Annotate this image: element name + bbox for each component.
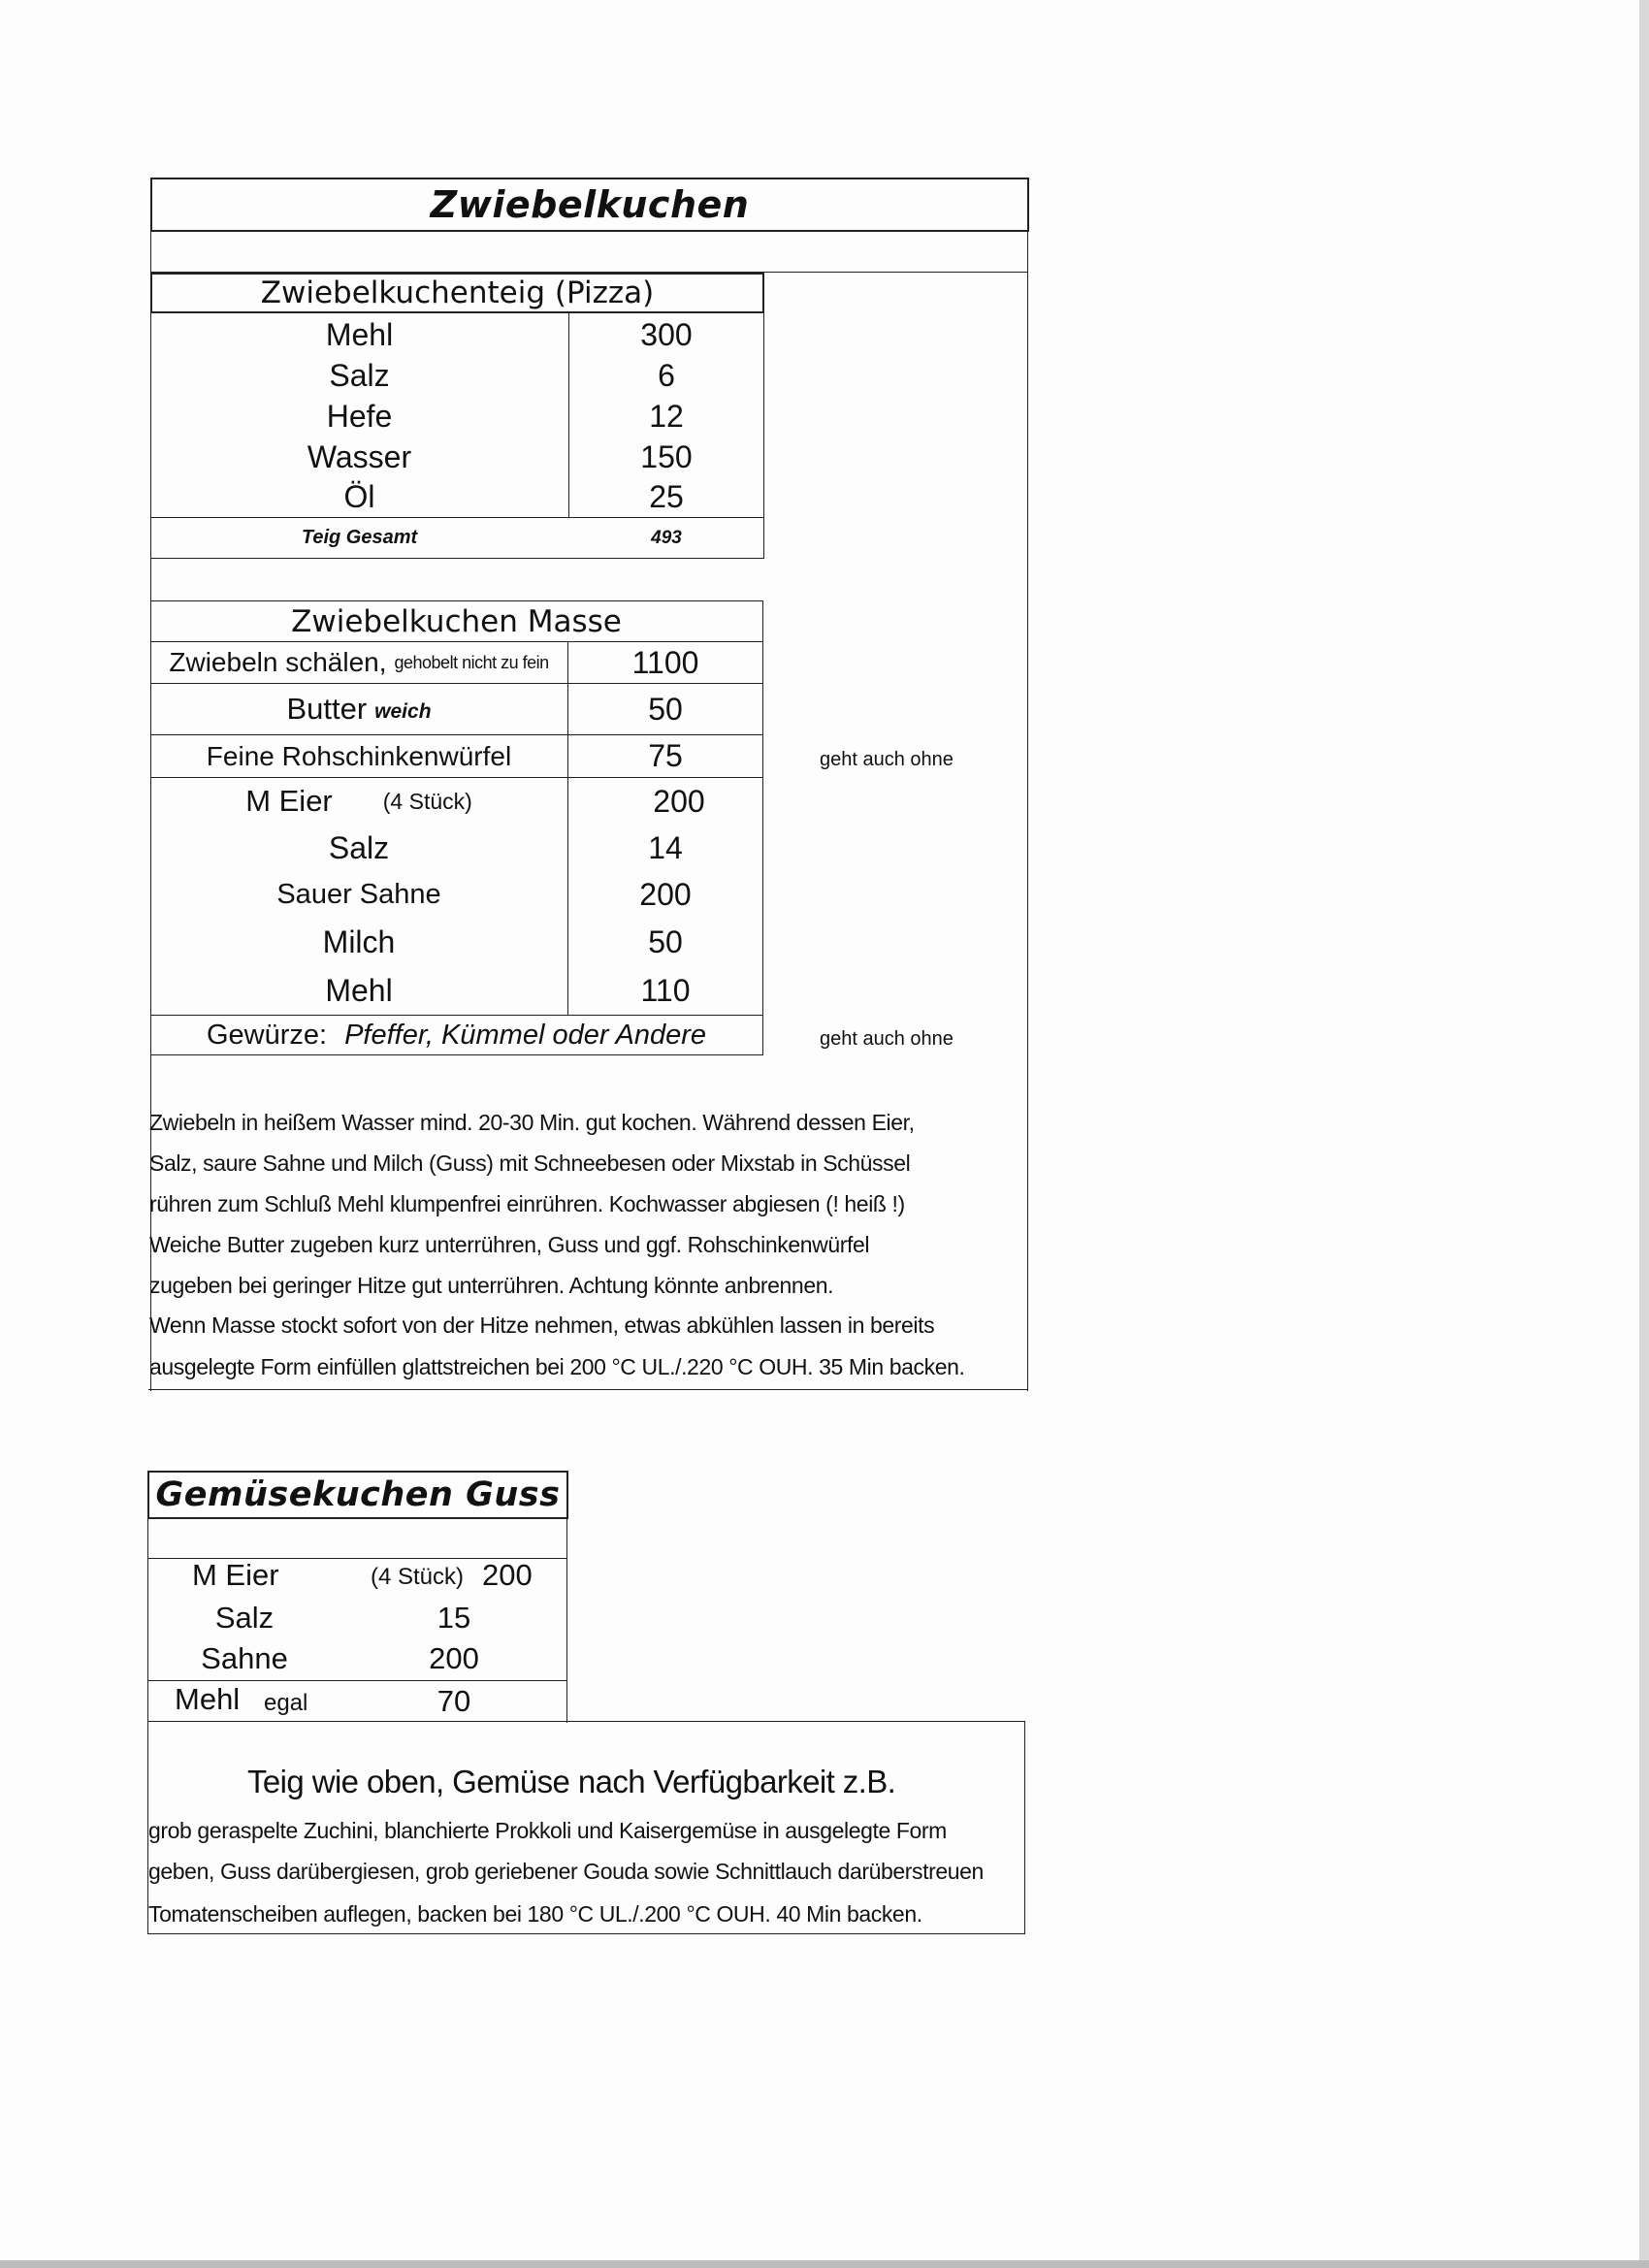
instruction-line: rühren zum Schluß Mehl klumpenfrei einrühren. Kochwasser abgiesen (! heiß !) [149,1191,905,1216]
filling-onions-label: Zwiebeln schälen, [169,647,387,677]
filling-ingredient: Milch [322,924,396,959]
veg-line: geben, Guss darübergiesen, grob geriebener Gouda sowie Schnittlauch darüberstreuen [148,1859,984,1884]
frame-bottom-line [148,1389,1028,1390]
filling-ham: Feine Rohschinkenwürfel [206,740,512,771]
filling-amount: 200 [653,783,705,819]
guss-ingredient: Salz [214,1601,275,1635]
guss-eggs-value: 200 [482,1558,533,1592]
filling-ingredient: Sauer Sahne [276,879,441,910]
dough-ingredient: Salz [329,357,390,393]
dough-amount: 300 [640,316,693,352]
guss-row-line [147,1680,567,1681]
dough-ingredient: Öl [343,478,375,514]
page-title: Zwiebelkuchen [430,183,750,226]
guss-bottom-line [147,1721,1025,1722]
guss-title: Gemüsekuchen Guss [155,1475,561,1514]
ham-side-note: geht auch ohne [820,749,954,770]
scan-edge-bottom [0,2260,1649,2268]
dough-amount: 12 [649,398,684,434]
guss-amount: 200 [429,1641,479,1675]
filling-butter-label: Butter [286,692,368,726]
dough-amount: 6 [658,357,675,393]
spices-side-note: geht auch ohne [820,1028,954,1050]
guss-amount: 70 [436,1684,471,1718]
guss-flour-note: egal [264,1690,308,1716]
filling-onions-note: gehobelt nicht zu fein [394,652,549,672]
filling-amount: 1100 [631,644,699,680]
filling-amount: 200 [639,877,692,912]
instruction-line: Wenn Masse stockt sofort von der Hitze nehmen, etwas abkühlen lassen in bereits [149,1312,935,1338]
filling-spices-value: Pfeffer, Kümmel oder Andere [344,1019,706,1051]
frame-right-line [1027,232,1028,1391]
guss-amount: 15 [436,1601,471,1635]
dough-amount: 25 [649,478,684,514]
filling-top-line [150,600,763,601]
instruction-line: Weiche Butter zugeben kurz unterrühren, Guss und ggf. Rohschinkenwürfel [149,1232,870,1257]
filling-butter-note: weich [374,700,432,723]
filling-spices-label: Gewürze: [206,1019,328,1051]
instruction-line: Zwiebeln in heißem Wasser mind. 20-30 Min. gut kochen. Während dessen Eier, [149,1110,915,1135]
veg-line: Tomatenscheiben auflegen, backen bei 180 °C UL./.200 °C OUH. 40 Min backen. [148,1901,922,1927]
filling-bottom-line [150,1054,763,1055]
filling-eggs-label: M Eier [245,784,333,818]
filling-amount: 50 [648,691,683,727]
guss-eggs-label: M Eier [192,1558,279,1592]
instruction-line: ausgelegte Form einfüllen glattstreichen bei 200 °C UL./.220 °C OUH. 35 Min backen. [149,1354,965,1379]
filling-amount: 75 [648,738,683,773]
veg-line: grob geraspelte Zuchini, blanchierte Prokkoli und Kaisergemüse in ausgelegte Form [148,1818,947,1843]
dough-total-value: 493 [651,527,682,548]
filling-ingredient: Mehl [325,972,393,1008]
instruction-line: Salz, saure Sahne und Milch (Guss) mit Schneebesen oder Mixstab in Schüssel [149,1150,911,1176]
filling-title: Zwiebelkuchen Masse [291,604,622,639]
veg-bottom-line [147,1933,1025,1934]
veg-right-line [1024,1721,1025,1934]
dough-title: Zwiebelkuchenteig (Pizza) [260,275,655,310]
instruction-line: zugeben bei geringer Hitze gut unterrühren. Achtung könnte anbrennen. [149,1273,834,1298]
dough-total-label: Teig Gesamt [301,527,418,548]
dough-ingredient: Wasser [307,438,412,474]
veg-heading: Teig wie oben, Gemüse nach Verfügbarkeit z.B. [247,1764,896,1799]
dough-ingredient: Mehl [325,316,394,352]
dough-right-line [763,313,764,559]
filling-eggs [150,778,567,825]
guss-right-line [566,1519,567,1723]
filling-ingredient: Salz [328,829,390,865]
filling-butter [150,684,567,734]
filling-amount: 110 [640,972,691,1008]
filling-eggs-note: (4 Stück) [382,788,472,814]
scan-edge-right [1639,0,1649,2268]
dough-ingredient: Hefe [326,398,393,434]
filling-amount: 50 [648,924,683,959]
filling-spices [150,1016,762,1054]
guss-eggs-note: (4 Stück) [371,1564,465,1590]
guss-ingredient: Sahne [201,1641,288,1675]
filling-right-line [762,600,763,1055]
dough-bottom-line [150,558,764,559]
filling-amount: 14 [648,829,683,865]
guss-flour-label: Mehl [175,1682,241,1716]
dough-amount: 150 [640,438,693,474]
filling-onions [150,642,567,683]
